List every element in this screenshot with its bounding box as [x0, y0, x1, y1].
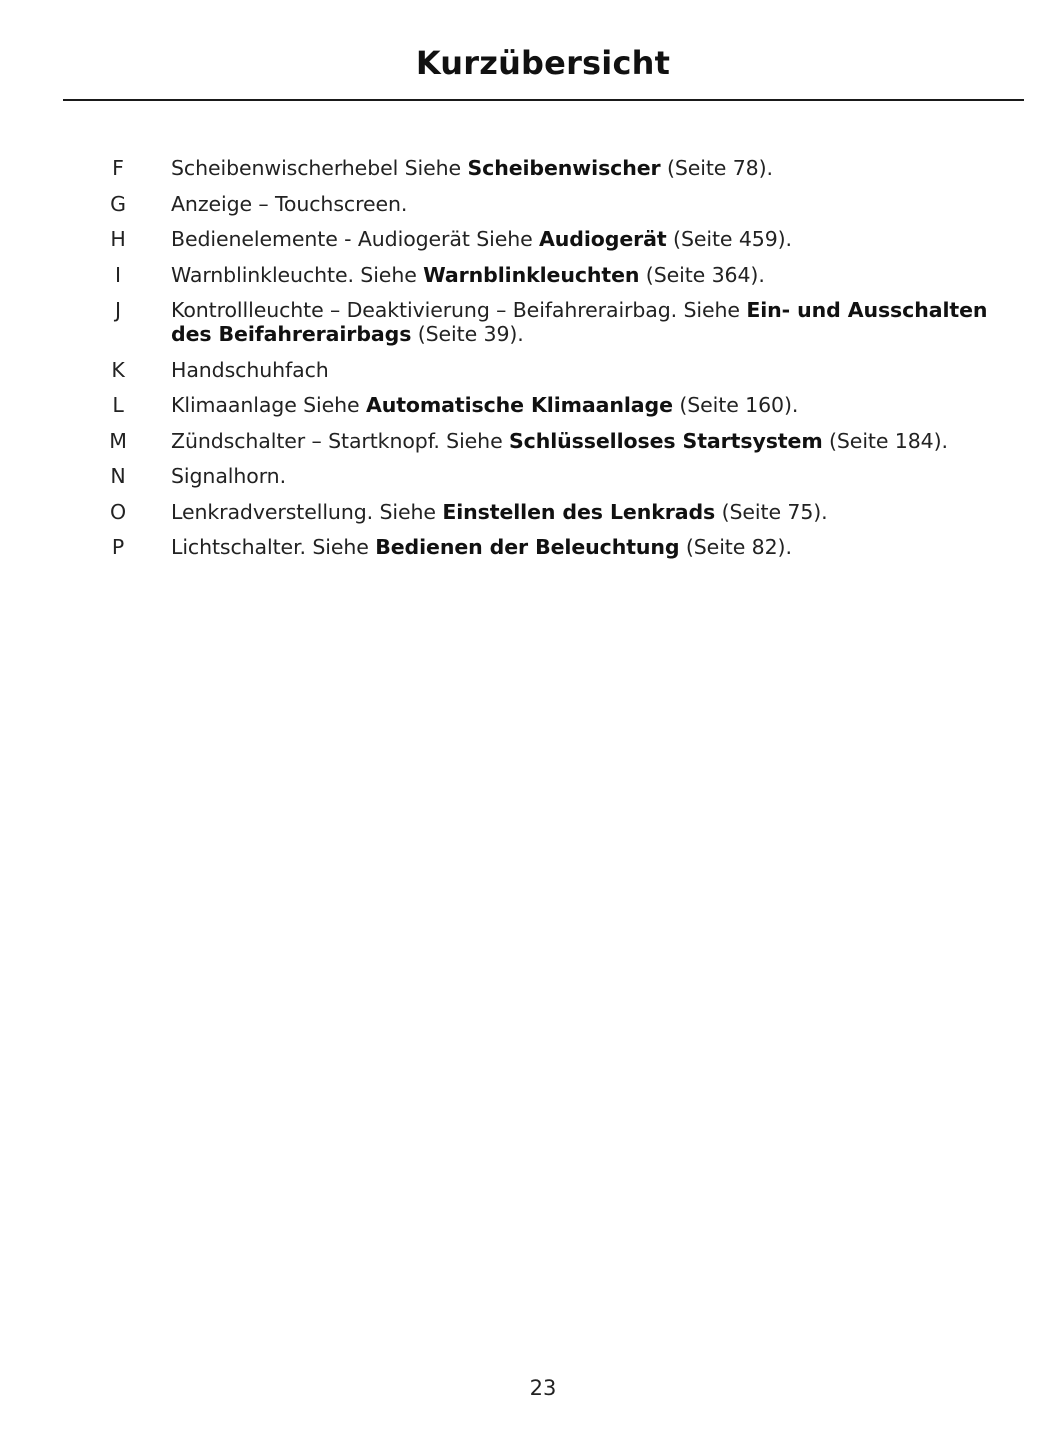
legend-text — [171, 429, 1021, 453]
legend-item — [0, 429, 1056, 453]
legend-letter: L — [112, 393, 124, 417]
legend-text — [171, 192, 1021, 216]
legend-letter: J — [115, 298, 121, 322]
cross-reference-link[interactable]: Bedienen der Beleuchtung — [375, 535, 680, 559]
legend-letter: I — [115, 262, 121, 287]
page-reference: (Seite 82). — [679, 535, 792, 559]
legend-text — [171, 535, 1021, 559]
legend-description: Handschuhfach — [171, 357, 329, 382]
legend-description: Zündschalter – Startknopf. Siehe — [171, 428, 510, 453]
legend-item — [0, 393, 1056, 417]
title-divider — [63, 99, 1024, 101]
page-number: 23 — [529, 1376, 557, 1400]
cross-reference-link[interactable]: Ein- und Ausschalten des Beifahrerairbags — [171, 298, 988, 346]
legend-letter: G — [110, 191, 126, 216]
legend-item — [0, 464, 1056, 488]
page-reference: (Seite 184). — [822, 428, 948, 453]
cross-reference-link[interactable]: Audiogerät — [539, 227, 667, 251]
legend-text — [171, 393, 1021, 417]
legend-item — [0, 358, 1056, 382]
page-reference: (Seite 160). — [672, 393, 799, 417]
legend-letter: M — [109, 428, 127, 453]
legend-text — [171, 464, 1021, 488]
page-title: Kurzübersicht — [415, 44, 671, 82]
cross-reference-link[interactable]: Automatische Klimaanlage — [365, 393, 673, 417]
legend-letter: N — [110, 464, 126, 488]
legend-item — [0, 192, 1056, 216]
page-reference: (Seite 75). — [715, 499, 828, 524]
page-reference: (Seite 78). — [660, 156, 773, 180]
legend-item — [0, 156, 1056, 180]
legend-description: Lichtschalter. Siehe — [171, 535, 376, 559]
page-reference: (Seite 39). — [411, 322, 524, 346]
legend-list — [0, 156, 1056, 571]
legend-item — [0, 263, 1056, 287]
page-reference: (Seite 459). — [666, 227, 792, 251]
legend-text — [171, 298, 1021, 346]
legend-letter: H — [110, 227, 126, 251]
legend-item — [0, 298, 1056, 346]
legend-letter: P — [111, 535, 125, 559]
legend-item — [0, 227, 1056, 251]
page-reference: (Seite 364). — [639, 262, 765, 287]
legend-description: Scheibenwischerhebel Siehe — [171, 156, 468, 180]
legend-description: Warnblinkleuchte. Siehe — [171, 262, 424, 287]
legend-description: Klimaanlage Siehe — [171, 393, 366, 417]
cross-reference-link[interactable]: Scheibenwischer — [467, 156, 661, 180]
legend-letter: F — [112, 156, 124, 180]
legend-description: Lenkradverstellung. Siehe — [171, 499, 443, 524]
legend-item — [0, 535, 1056, 559]
legend-text — [171, 263, 1021, 287]
legend-text — [171, 358, 1021, 382]
legend-text — [171, 156, 1021, 180]
legend-letter: K — [111, 357, 125, 382]
cross-reference-link[interactable]: Einstellen des Lenkrads — [442, 499, 716, 524]
legend-letter: O — [109, 499, 127, 524]
legend-description: Anzeige – Touchscreen. — [171, 191, 408, 216]
legend-item — [0, 500, 1056, 524]
cross-reference-link[interactable]: Warnblinkleuchten — [423, 262, 640, 287]
legend-description: Signalhorn. — [171, 464, 286, 488]
legend-description: Kontrollleuchte – Deaktivierung – Beifahrerairbag. Siehe — [171, 298, 747, 322]
legend-text — [171, 227, 1021, 251]
legend-text — [171, 500, 1021, 524]
legend-description: Bedienelemente - Audiogerät Siehe — [171, 227, 540, 251]
cross-reference-link[interactable]: Schlüsselloses Startsystem — [509, 428, 823, 453]
